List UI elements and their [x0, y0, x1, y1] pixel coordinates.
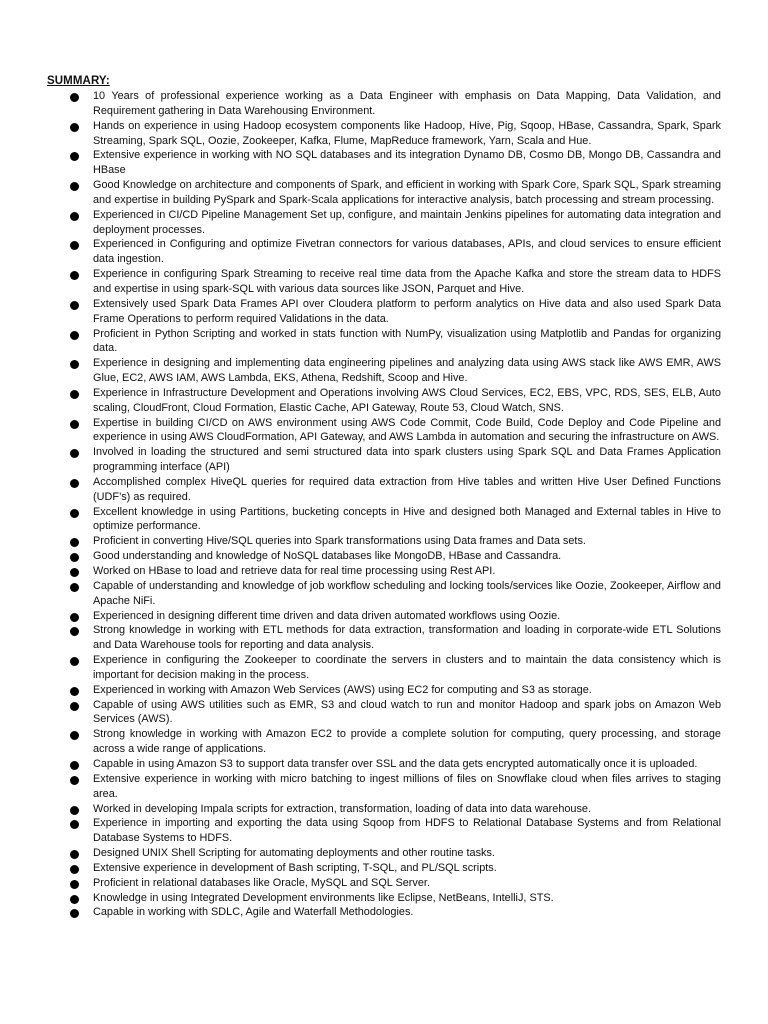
bullet-icon: [70, 776, 79, 785]
summary-item: [47, 876, 721, 891]
summary-item: [47, 549, 721, 564]
bullet-icon: [70, 271, 79, 280]
bullet-icon: [70, 761, 79, 770]
summary-item-text: Extensive experience in working with micro batching to ingest millions of files on Snowflake cloud when files arrives to staging area.: [93, 772, 721, 800]
summary-item-text: Experienced in working with Amazon Web Services (AWS) using EC2 for computing and S3 as storage.: [93, 683, 592, 696]
summary-item: [47, 119, 721, 149]
summary-heading: SUMMARY:: [47, 75, 110, 87]
bullet-icon: [70, 627, 79, 636]
bullet-icon: [70, 613, 79, 622]
bullet-icon: [70, 241, 79, 250]
summary-item: [47, 416, 721, 446]
bullet-icon: [70, 583, 79, 592]
summary-item: [47, 445, 721, 475]
summary-item-text: Worked on HBase to load and retrieve data for real time processing using Rest API.: [93, 565, 496, 577]
summary-item: [47, 178, 721, 208]
summary-item-text: Accomplished complex HiveQL queries for required data extraction from Hive tables and written Hive User Defined Functions (UDF’s) as required.: [93, 475, 721, 503]
summary-item: [47, 727, 721, 757]
bullet-icon: [70, 909, 79, 918]
bullet-icon: [70, 702, 79, 711]
summary-item-text: Experienced in CI/CD Pipeline Management Set up, configure, and maintain Jenkins pipelines for automating data integration and deployment processes.: [93, 208, 721, 236]
summary-item: [47, 905, 721, 920]
bullet-icon: [70, 479, 79, 488]
bullet-icon: [70, 301, 79, 310]
bullet-icon: [70, 687, 79, 696]
summary-item-text: Capable of understanding and knowledge of job workflow scheduling and locking tools/services like Oozie, Zookeeper, Airflow and Apache NiFi.: [93, 579, 721, 607]
bullet-icon: [70, 553, 79, 562]
summary-item-text: Experience in configuring Spark Streaming to receive real time data from the Apache Kafka and store the stream data to HDFS and expertise in using spark-SQL with various data sources like JSON, Parquet and Hive.: [93, 268, 721, 295]
summary-item: [47, 757, 721, 772]
summary-item-text: Proficient in relational databases like Oracle, MySQL and SQL Server.: [93, 876, 430, 889]
summary-item: [47, 653, 721, 683]
summary-item: [47, 505, 721, 535]
summary-item: [47, 861, 721, 876]
summary-item-text: Good understanding and knowledge of NoSQL databases like MongoDB, HBase and Cassandra.: [93, 550, 562, 563]
summary-item-text: Extensive experience in development of Bash scripting, T-SQL, and PL/SQL scripts.: [93, 861, 497, 874]
bullet-icon: [70, 182, 79, 191]
bullet-icon: [70, 731, 79, 740]
summary-item: [47, 698, 721, 728]
bullet-icon: [70, 123, 79, 132]
summary-item: [47, 772, 721, 802]
summary-item: [47, 802, 721, 817]
bullet-icon: [70, 865, 79, 874]
summary-item-text: Strong knowledge in working with ETL methods for data extraction, transformation and loading in corporate-wide ETL Solutions and Data Warehouse tools for reporting and data analysis.: [93, 624, 721, 652]
summary-item: [47, 208, 721, 238]
bullet-icon: [70, 806, 79, 815]
summary-item-text: Proficient in converting Hive/SQL queries into Spark transformations using Data frames and Data sets.: [93, 535, 586, 548]
bullet-icon: [70, 360, 79, 369]
bullet-icon: [70, 509, 79, 518]
summary-list: [47, 89, 721, 920]
summary-item-text: Involved in loading the structured and semi structured data into spark clusters using Spark SQL and Data Frames Application programming interface (API): [93, 446, 721, 474]
summary-item: [47, 475, 721, 505]
bullet-icon: [70, 568, 79, 577]
bullet-icon: [70, 331, 79, 340]
summary-item: [47, 356, 721, 386]
summary-item: [47, 891, 721, 906]
summary-item-text: Designed UNIX Shell Scripting for automating deployments and other routine tasks.: [93, 847, 495, 860]
summary-item-text: Capable in using Amazon S3 to support data transfer over SSL and the data gets encrypted automatically once it is uploaded.: [93, 757, 698, 770]
summary-item-text: 10 Years of professional experience working as a Data Engineer with emphasis on Data Mapping, Data Validation, and Requirement gathering in Data Warehousing Environment.: [93, 90, 721, 117]
summary-item-text: Experience in importing and exporting the data using Sqoop from HDFS to Relational Database Systems and from Relational Database Systems to HDFS.: [93, 817, 721, 845]
summary-item: [47, 534, 721, 549]
summary-item-text: Hands on experience in using Hadoop ecosystem components like Hadoop, Hive, Pig, Sqoop, HBase, Cassandra, Spark, Spark Streaming, Spark SQL, Oozie, Zookeeper, Kafka, Flume, MapReduce framework, Yarn, Scala and Hue.: [93, 119, 721, 147]
bullet-icon: [70, 449, 79, 458]
summary-item-text: Capable in working with SDLC, Agile and Waterfall Methodologies.: [93, 906, 414, 919]
summary-item: [47, 579, 721, 609]
summary-item-text: Experience in designing and implementing data engineering pipelines and analyzing data using AWS stack like AWS EMR, AWS Glue, EC2, AWS IAM, AWS Lambda, EKS, Athena, Redshift, Scoop and Hive.: [93, 357, 721, 385]
summary-item-text: Extensive experience in working with NO SQL databases and its integration Dynamo DB, Cosmo DB, Mongo DB, Cassandra and HBase: [93, 149, 721, 177]
bullet-icon: [70, 390, 79, 399]
summary-item-text: Good Knowledge on architecture and components of Spark, and efficient in working with Spark Core, Spark SQL, Spark streaming and expertise in building PySpark and Spark-Scala applications for interactive analysis, batch processing and stream processing.: [93, 179, 721, 206]
summary-item-text: Proficient in Python Scripting and worked in stats function with NumPy, visualization using Matplotlib and Pandas for organizing data.: [93, 327, 721, 355]
summary-item: [47, 89, 721, 119]
summary-item: [47, 237, 721, 267]
summary-item-text: Strong knowledge in working with Amazon EC2 to provide a complete solution for computing, query processing, and storage across a wide range of applications.: [93, 728, 721, 756]
summary-item-text: Experience in Infrastructure Development and Operations involving AWS Cloud Services, EC2, EBS, VPC, RDS, SES, ELB, Auto scaling, CloudFront, Cloud Formation, Elastic Cache, API Gateway, Route 53, Cloud Watch, SNS.: [93, 386, 721, 414]
summary-item: [47, 327, 721, 357]
summary-item-text: Experience in configuring the Zookeeper to coordinate the servers in clusters and to maintain the data consistency which is important for decision making in the process.: [93, 654, 721, 681]
summary-item: [47, 683, 721, 698]
bullet-icon: [70, 152, 79, 161]
summary-item: [47, 386, 721, 416]
bullet-icon: [70, 820, 79, 829]
summary-item-text: Worked in developing Impala scripts for extraction, transformation, loading of data into data warehouse.: [93, 802, 592, 815]
summary-item: [47, 846, 721, 861]
summary-item: [47, 267, 721, 297]
summary-item: [47, 297, 721, 327]
bullet-icon: [70, 93, 79, 102]
bullet-icon: [70, 880, 79, 889]
summary-item-text: Expertise in building CI/CD on AWS environment using AWS Code Commit, Code Build, Code Deploy and Code Pipeline and experience in using AWS CloudFormation, API Gateway, and AWS Lambda in automation and securing the infrastructure on AWS.: [93, 416, 721, 444]
summary-item-text: Extensively used Spark Data Frames API over Cloudera platform to perform analytics on Hive data and also used Spark Data Frame Operations to perform required Validations in the data.: [93, 297, 721, 325]
summary-item: [47, 148, 721, 178]
summary-item-text: Excellent knowledge in using Partitions, bucketing concepts in Hive and designed both Managed and External tables in Hive to optimize performance.: [93, 505, 721, 533]
bullet-icon: [70, 538, 79, 547]
summary-item-text: Capable of using AWS utilities such as EMR, S3 and cloud watch to run and monitor Hadoop and spark jobs on Amazon Web Services (AWS).: [93, 698, 721, 726]
bullet-icon: [70, 895, 79, 904]
summary-item-text: Experienced in Configuring and optimize Fivetran connectors for various databases, APIs, and cloud services to ensure efficient data ingestion.: [93, 238, 721, 266]
bullet-icon: [70, 212, 79, 221]
bullet-icon: [70, 850, 79, 859]
summary-item: [47, 609, 721, 624]
summary-item: [47, 623, 721, 653]
bullet-icon: [70, 420, 79, 429]
summary-item-text: Knowledge in using Integrated Development environments like Eclipse, NetBeans, IntelliJ, STS.: [93, 891, 554, 904]
summary-item-text: Experienced in designing different time driven and data driven automated workflows using Oozie.: [93, 609, 561, 622]
summary-item: [47, 564, 721, 579]
bullet-icon: [70, 657, 79, 666]
summary-item: [47, 816, 721, 846]
